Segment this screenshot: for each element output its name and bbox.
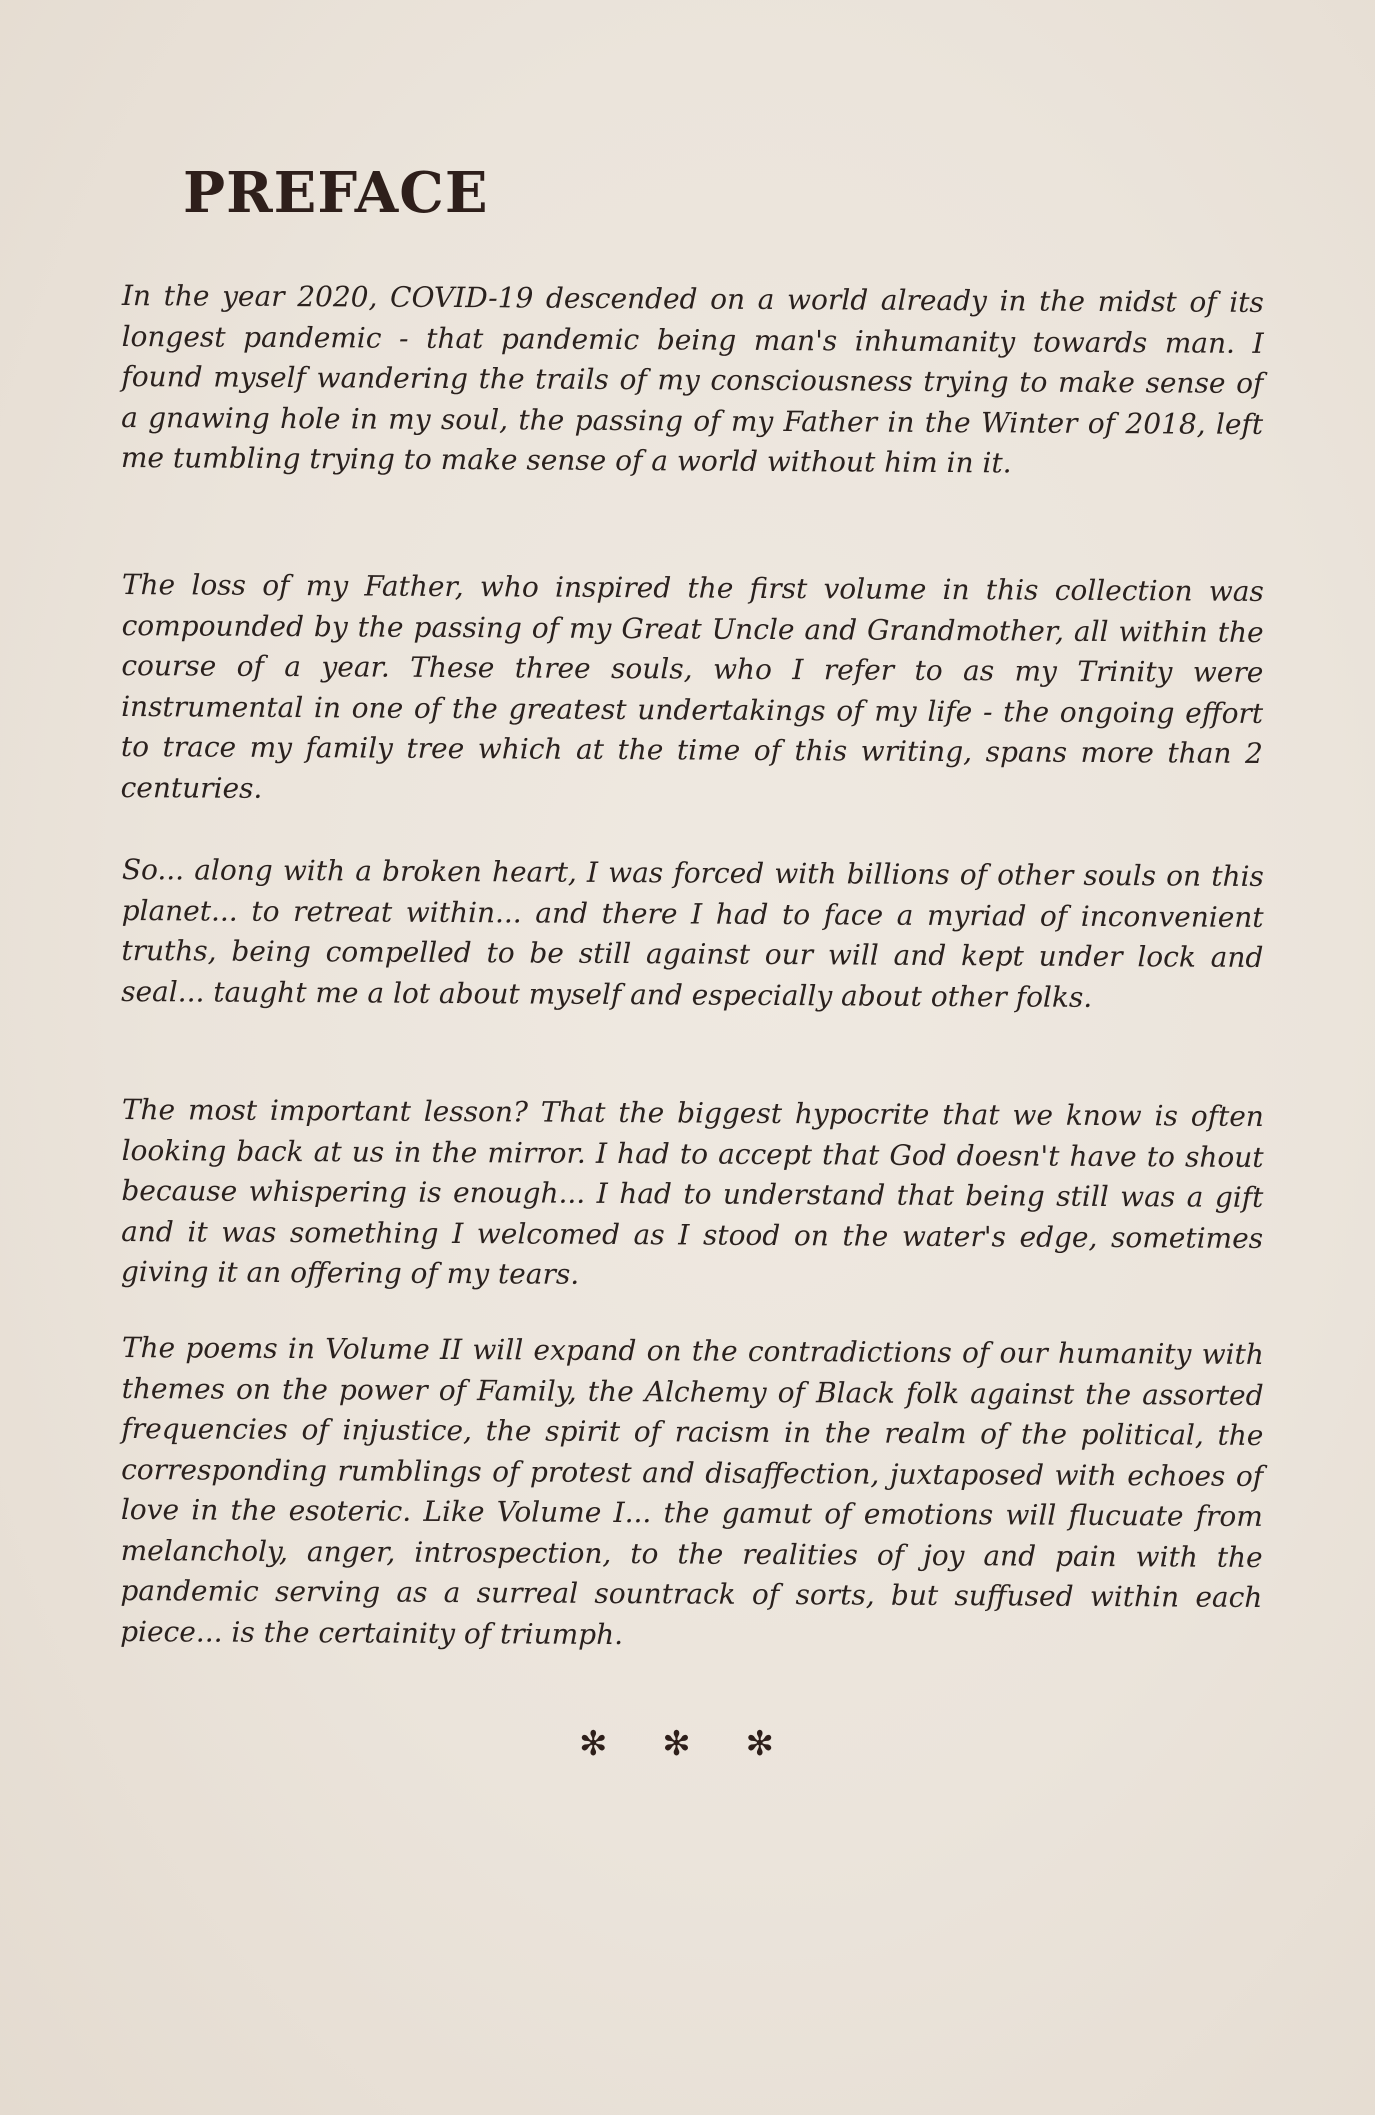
page-title: PREFACE bbox=[183, 160, 489, 226]
preface-paragraph-1: In the year 2020, COVID-19 descended on a world already in the midst of its longest pandemic - that pandemic being man's inhumanity towards man. I found myself wandering the trails of my consciousness trying to make sense of a gnawing hole in my soul, the passing of my Father in the Winter of 2018, left me tumbling trying to make sense of a world without him in it. bbox=[120, 278, 1264, 480]
preface-paragraph-2: The loss of my Father, who inspired the first volume in this collection was compounded by the passing of my Great Uncle and Grandmother, all within the course of a year. These three souls, who I refer to as my Trinity were instrumental in one of the greatest undertakings of my life - the ongoing effort to trace my family tree which at the time of this writing, spans more than 2 centuries. bbox=[120, 567, 1264, 805]
preface-paragraph-3: So... along with a broken heart, I was forced with billions of other souls on this planet... to retreat within... and there I had to face a myriad of inconvenient truths, being compelled to be still against our will and kept under lock and seal... taught me a lot about myself and especially about other folks. bbox=[121, 852, 1264, 1014]
preface-paragraph-5: The poems in Volume II will expand on the contradictions of our humanity with themes on the power of Family, the Alchemy of Black folk against the assorted frequencies of injustice, the spirit of racism in the realm of the political, the corresponding rumblings of protest and disaffection, juxtaposed with echoes of love in the esoteric. Like Volume I... the gamut of emotions will flucuate from melancholy, anger, introspection, to the realities of joy and pain with the pandemic serving as a surreal sountrack of sorts, but suffused within each piece... is the certainity of triumph. bbox=[120, 1331, 1264, 1651]
section-break-ornament: ✻ ✻ ✻ bbox=[578, 1724, 797, 1764]
preface-paragraph-4: The most important lesson? That the biggest hypocrite that we know is often looking back at us in the mirror. I had to accept that God doesn't have to shout because whispering is enough... I had to understand that being still was a gift and it was something I welcomed as I stood on the water's edge, sometimes giving it an offering of my tears. bbox=[120, 1093, 1264, 1291]
